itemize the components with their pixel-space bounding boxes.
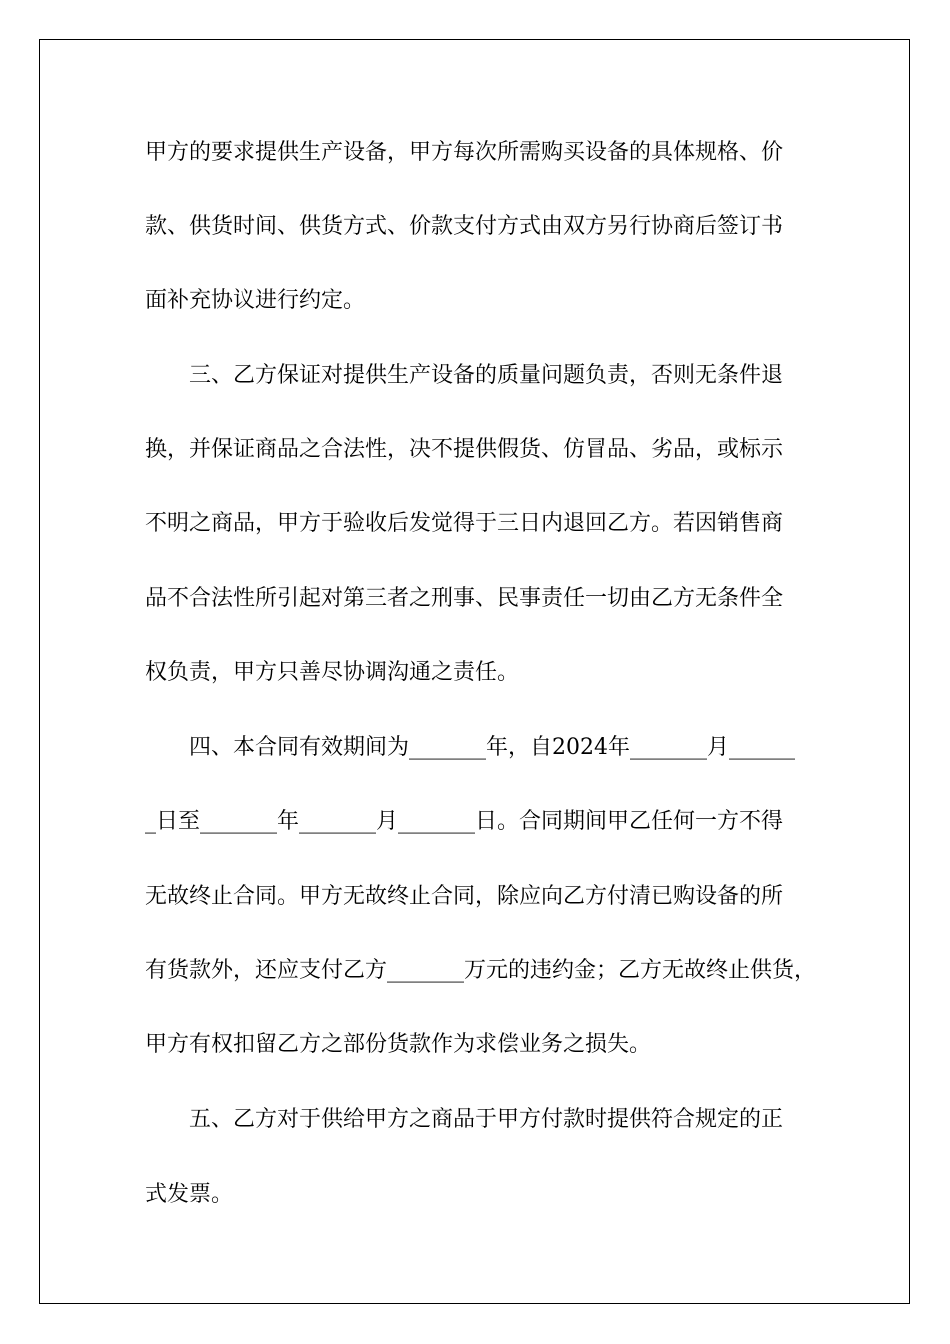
text-line: 品不合法性所引起对第三者之刑事、民事责任一切由乙方无条件全 bbox=[145, 586, 784, 611]
text-line: 权负责，甲方只善尽协调沟通之责任。 bbox=[145, 660, 520, 685]
text-line: 面补充协议进行约定。 bbox=[145, 288, 366, 313]
text-line: 换，并保证商品之合法性，决不提供假货、仿冒品、劣品，或标示 bbox=[145, 437, 784, 462]
text-line: 有货款外，还应支付乙方_______万元的违约金；乙方无故终止供货， bbox=[145, 958, 817, 983]
text-line: 四、本合同有效期间为_______年，自2024年_______月______ bbox=[145, 735, 795, 760]
text-line: 甲方有权扣留乙方之部份货款作为求偿业务之损失。 bbox=[145, 1032, 652, 1057]
text-line: 五、乙方对于供给甲方之商品于甲方付款时提供符合规定的正 bbox=[145, 1107, 784, 1132]
text-line: 款、供货时间、供货方式、价款支付方式由双方另行协商后签订书 bbox=[145, 214, 784, 239]
text-line: 甲方的要求提供生产设备，甲方每次所需购买设备的具体规格、价 bbox=[145, 140, 784, 165]
text-line: 不明之商品，甲方于验收后发觉得于三日内退回乙方。若因销售商 bbox=[145, 511, 784, 536]
text-line: 式发票。 bbox=[145, 1182, 234, 1207]
text-line: 无故终止合同。甲方无故终止合同，除应向乙方付清已购设备的所 bbox=[145, 884, 784, 909]
text-line: 三、乙方保证对提供生产设备的质量问题负责，否则无条件退 bbox=[145, 363, 784, 388]
text-line: _日至_______年_______月_______日。合同期间甲乙任何一方不得 bbox=[145, 809, 784, 834]
